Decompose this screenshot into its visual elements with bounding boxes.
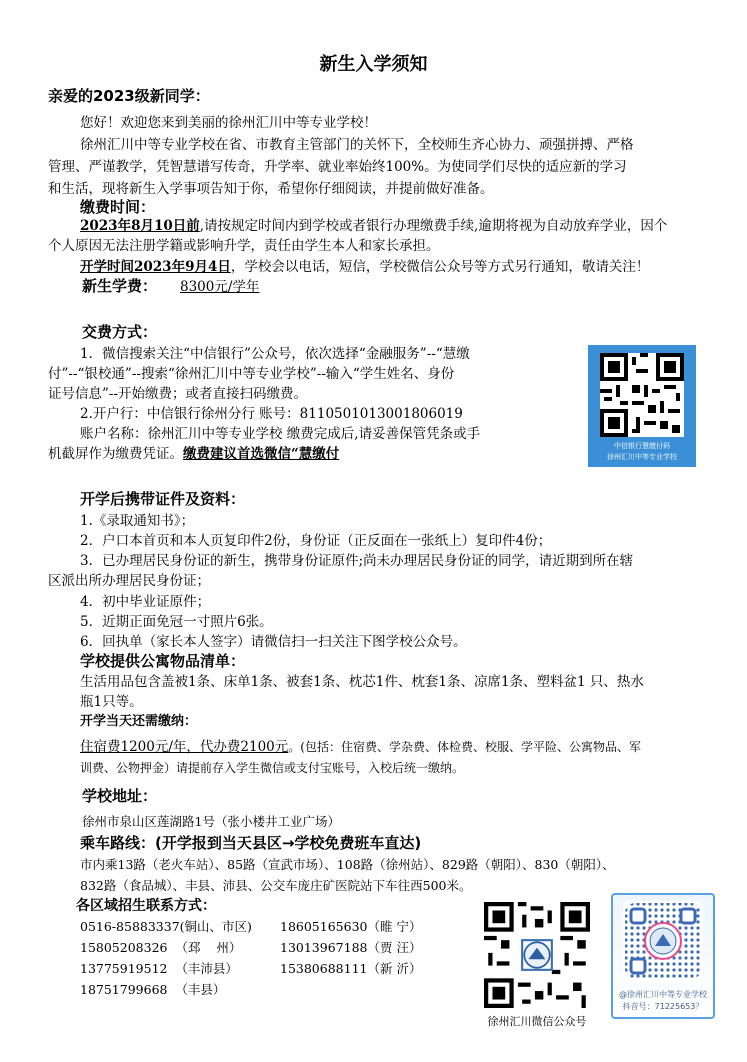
fees-rest: 。(包括：住宿费、学杂费、体检费、校服、学平险、公寓物品、军: [288, 740, 641, 754]
payment-method-line-5: 账户名称：徐州汇川中等专业学校 缴费完成后,请妥善保管凭条或手: [80, 426, 481, 442]
payment-deadline-rest: ,请按规定时间内到学校或者银行办理缴费手续,逾期将视为自动放弃学业，因个: [199, 218, 668, 234]
payment-proof-text: 机截屏作为缴费凭证。: [48, 446, 183, 462]
contact-row-1-left: 0516-85883337(铜山、市区): [80, 919, 252, 934]
documents-line-7: 6．回执单（家长本人签字）请微信扫一扫关注下图学校公众号。: [80, 634, 467, 650]
address-value: 徐州市泉山区莲湖路1号（张小楼井工业广场）: [82, 814, 340, 829]
payment-method-line-4: 2.开户行：中信银行徐州分行 账号：8110501013001806019: [80, 406, 463, 422]
payment-time-line-2: 个人原因无法注册学籍或影响升学，责任由学生本人和家长承担。: [48, 238, 440, 254]
dorm-heading: 学校提供公寓物品清单：: [80, 652, 246, 670]
school-start-rest: ，学校会以电话，短信，学校微信公众号等方式另行通知，敬请关注！: [230, 259, 650, 275]
contact-row-3-right: 15380688111（新 沂）: [280, 961, 422, 976]
qr-code-graphic: [484, 902, 590, 1008]
wechat-qr-code[interactable]: [484, 902, 590, 1008]
payment-method-line-1: 1．微信搜索关注“中信银行”公众号，依次选择“金融服务”--“慧缴: [80, 346, 470, 362]
payment-deadline: 2023年8月10日前: [80, 218, 200, 234]
intro-line-4: 和生活，现将新生入学事项告知于你，希望你仔细阅读，并提前做好准备。: [48, 181, 494, 197]
douyin-account: @徐州汇川中等专业学校: [619, 990, 707, 999]
intro-line-2: 徐州汇川中等专业学校在省、市教育主管部门的关怀下，全校师生齐心协力、顽强拼搏、严格: [80, 137, 634, 153]
payment-method-heading: 交费方式：: [82, 323, 158, 341]
documents-line-6: 5．近期正面免冠一寸照片6张。: [80, 614, 273, 630]
bus-line-1: 市内乘13路（老火车站）、85路（宣武市场）、108路（徐州站）、829路（朝阳）、830（朝阳）、: [80, 857, 615, 872]
fees-line-2: 训费、公物押金）请提前存入学生微信或支付宝账号，入校后统一缴纳。: [80, 761, 465, 775]
payment-method-line-6: [48, 444, 339, 464]
school-start-date: 开学时间2023年9月4日: [80, 259, 231, 275]
intro-line-1: 您好！欢迎您来到美丽的徐州汇川中等专业学校！: [80, 115, 377, 131]
douyin-qr-code[interactable]: [623, 901, 703, 981]
fees-heading: 开学当天还需缴纳：: [80, 714, 198, 729]
documents-line-1: 1.《录取通知书》；: [80, 513, 195, 529]
payment-time-line-1: [80, 216, 667, 236]
douyin-logo-icon: [623, 901, 703, 981]
bank-qr-caption-2: 徐州汇川中等专业学校: [607, 453, 677, 461]
douyin-card[interactable]: [611, 893, 715, 1019]
contacts-heading: 各区域招生联系方式：: [76, 898, 216, 914]
bank-qr-caption-1: 中信银行慧缴付码: [614, 442, 670, 450]
payment-method-line-3: 证号信息”--开始缴费；或者直接扫码缴费。: [48, 386, 308, 402]
dorm-line-2: 瓶1只等。: [80, 694, 143, 710]
contact-row-1-right: 18605165630（睢 宁）: [280, 919, 422, 934]
bank-qr-card[interactable]: [588, 345, 696, 467]
bus-line-2: 832路（食品城）、丰县、沛县、公交车庞庄矿医院站下车往西500米。: [80, 878, 472, 893]
qr-code-graphic: [600, 353, 684, 437]
contact-row-2-left: 15805208326 （邳 州）: [80, 940, 242, 955]
fees-amount: 住宿费1200元/年，代办费2100元: [80, 739, 289, 755]
douyin-id: 抖音号：71225653？: [622, 1002, 704, 1011]
tuition-value: 8300元/学年: [180, 279, 260, 295]
intro-line-3: 管理、严谨教学，凭智慧谱写传奇，升学率、就业率始终100%。为使同学们尽快的适应新的学习: [48, 159, 627, 175]
documents-line-4: 区派出所办理居民身份证；: [48, 573, 210, 589]
payment-suggestion: 缴费建议首选微信“慧缴付: [183, 446, 340, 462]
address-heading: 学校地址：: [82, 787, 158, 805]
contact-row-3-left: 13775919512 （丰沛县）: [80, 961, 238, 976]
documents-line-3: 3．已办理居民身份证的新生，携带身份证原件;尚未办理居民身份证的同学，请近期到所在辖: [80, 553, 634, 569]
greeting: 亲爱的2023级新同学：: [48, 87, 210, 105]
page-title: 新生入学须知: [319, 54, 428, 75]
payment-method-line-2: 付”--“银校通”--搜索“徐州汇川中等专业学校”--输入“学生姓名、身份: [48, 366, 455, 382]
fees-line-1: [80, 737, 641, 757]
bank-qr-code[interactable]: [600, 353, 684, 437]
wechat-qr-caption: 徐州汇川微信公众号: [487, 1015, 587, 1028]
school-start-line: [80, 257, 649, 277]
bus-heading: 乘车路线：(开学报到当天县区→学校免费班车直达): [80, 834, 422, 852]
documents-heading: 开学后携带证件及资料：: [80, 490, 246, 508]
payment-time-heading: 缴费时间：: [80, 198, 156, 216]
dorm-line-1: 生活用品包含盖被1条、床单1条、被套1条、枕芯1件、枕套1条、凉席1条、塑料盆1 只、热水: [80, 674, 644, 690]
documents-line-2: 2．户口本首页和本人页复印件2份，身份证（正反面在一张纸上）复印件4份；: [80, 533, 552, 549]
contact-row-2-right: 13013967188（贾 汪）: [280, 940, 422, 955]
contact-row-4-left: 18751799668 （丰县）: [80, 982, 226, 997]
documents-line-5: 4．初中毕业证原件；: [80, 594, 211, 610]
tuition-heading: 新生学费：: [82, 277, 158, 295]
